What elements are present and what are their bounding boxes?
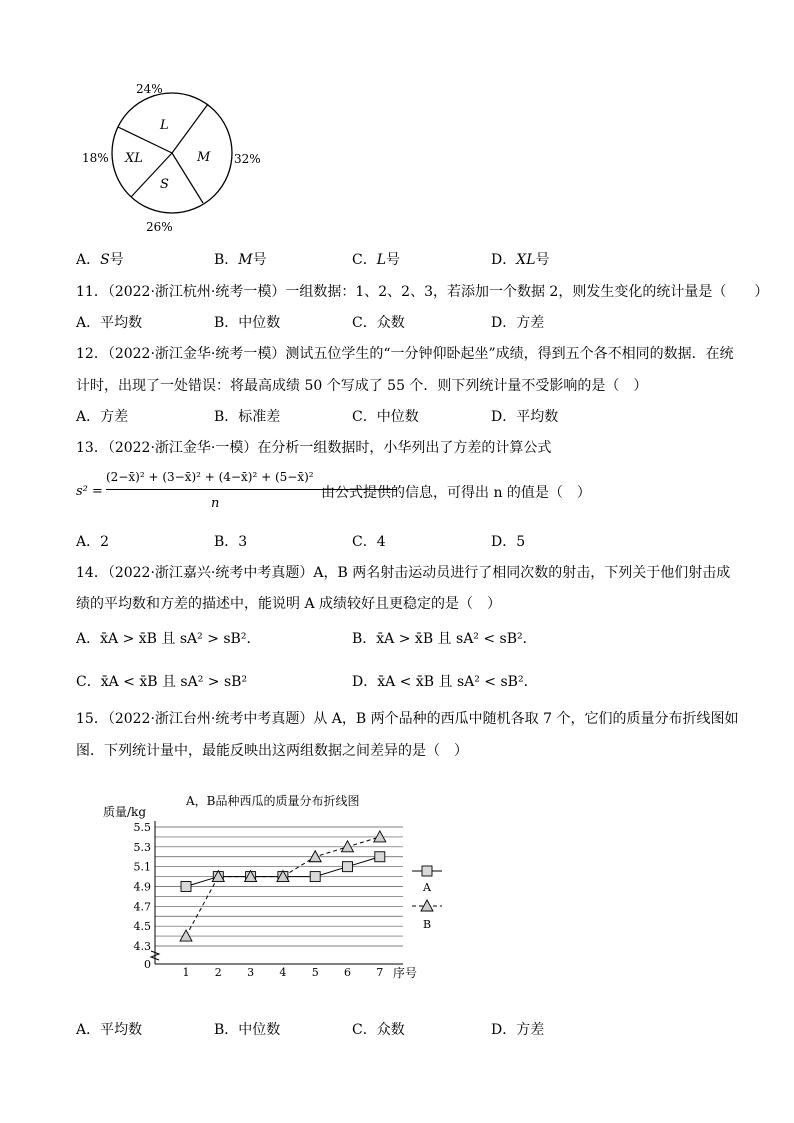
series-B-point <box>180 930 192 941</box>
chart-grid <box>151 821 403 964</box>
q14-option-b[interactable]: B．x̄A > x̄B 且 sA² < sB²． <box>352 631 537 647</box>
pie-pct-l: 24% <box>136 82 163 96</box>
axis-break <box>151 951 159 960</box>
pie-label-l: L <box>160 118 169 133</box>
series-A-point <box>343 862 353 872</box>
pie-divider-l-m <box>172 104 208 153</box>
q10-option-b[interactable]: B．M号 <box>214 252 267 268</box>
q14-stem-line2: 绩的平均数和方差的描述中，能说明 A 成绩较好且更稳定的是（ ） <box>76 596 502 612</box>
q12-option-b[interactable]: B．标准差 <box>214 409 281 425</box>
x-tick-label: 6 <box>344 966 351 979</box>
x-tick-label: 2 <box>214 966 222 979</box>
y-tick-label: 4.9 <box>133 880 151 894</box>
q14-option-a[interactable]: A．x̄A > x̄B 且 sA² > sB²． <box>76 631 261 647</box>
q10-option-a[interactable]: A．S号 <box>76 252 124 268</box>
line-chart <box>95 785 455 985</box>
chart-xlabel: 序号 <box>393 966 418 980</box>
legend-a-marker <box>422 866 432 876</box>
y-tick-label: 4.5 <box>133 920 151 934</box>
q15-option-c[interactable]: C．众数 <box>352 1022 405 1038</box>
q15-stem-line2: 图．下列统计量中，最能反映出这两组数据之间差异的是（ ） <box>76 743 468 759</box>
series-B-point <box>374 831 386 842</box>
x-tick-label: 3 <box>247 966 255 979</box>
x-tick-label: 4 <box>279 966 287 979</box>
q12-option-c[interactable]: C．中位数 <box>352 409 419 425</box>
q12-stem-line1: 12．（2022·浙江金华·统考一模）测试五位学生的“一分钟仰卧起坐”成绩，得到五个各不相同的数据．在统 <box>76 346 734 362</box>
x-tick-label: 7 <box>376 966 384 979</box>
pie-label-s: S <box>160 177 169 192</box>
series-A-point <box>181 882 191 892</box>
q12-stem-line2: 计时，出现了一处错误：将最高成绩 50 个写成了 55 个．则下列统计量不受影响的是（ ） <box>76 378 648 394</box>
q12-option-a[interactable]: A．方差 <box>76 409 129 425</box>
q15-option-d[interactable]: D．方差 <box>491 1022 545 1038</box>
y-tick-label: 5.5 <box>133 821 151 834</box>
series-B-point <box>342 841 354 852</box>
chart-series <box>180 831 386 941</box>
q10-option-c[interactable]: C．L号 <box>352 252 401 268</box>
pie-label-m: M <box>197 150 211 165</box>
q12-option-d[interactable]: D．平均数 <box>491 409 559 425</box>
q13-option-a[interactable]: A．2 <box>76 534 110 550</box>
x-tick-label: 5 <box>311 966 319 979</box>
series-A-point <box>310 872 320 882</box>
pie-label-xl: XL <box>125 151 143 166</box>
q14-option-d[interactable]: D．x̄A < x̄B 且 sA² < sB²． <box>352 674 538 690</box>
q13-option-c[interactable]: C．4 <box>352 534 386 550</box>
q14-option-c[interactable]: C．x̄A < x̄B 且 sA² > sB² <box>76 674 248 690</box>
pie-chart <box>70 75 270 240</box>
q11-option-d[interactable]: D．方差 <box>491 315 545 331</box>
q11-stem: 11．（2022·浙江杭州·统考一模）一组数据：1、2、2、3，若添加一个数据 2，则发生变化的统计量是（ ） <box>76 284 769 300</box>
formula-numerator: (2−x̄)² + (3−x̄)² + (4−x̄)² + (5−x̄)² <box>106 470 314 484</box>
pie-pct-xl: 18% <box>82 151 109 165</box>
q13-option-d[interactable]: D．5 <box>491 534 526 550</box>
formula-lhs: s² = <box>76 484 103 499</box>
series-B-point <box>309 851 321 862</box>
y-tick-label: 4.7 <box>133 900 151 914</box>
series-A-point <box>375 852 385 862</box>
chart-title: A，B品种西瓜的质量分布折线图 <box>186 794 360 808</box>
y-tick-label: 0 <box>144 958 151 971</box>
q13-stem: 13．（2022·浙江金华·一模）在分析一组数据时，小华列出了方差的计算公式 <box>76 440 552 456</box>
formula-tail: 由公式提供的信息，可得出 n 的值是（ ） <box>321 485 591 501</box>
y-tick-label: 5.3 <box>133 840 151 854</box>
q14-stem-line1: 14．（2022·浙江嘉兴·统考中考真题）A，B 两名射击运动员进行了相同次数的射击，下列关于他们射击成 <box>76 565 731 581</box>
formula-denominator: n <box>211 496 220 511</box>
chart-legend <box>412 866 442 931</box>
q15-option-b[interactable]: B．中位数 <box>214 1022 281 1038</box>
y-tick-label: 4.3 <box>133 940 151 953</box>
q13-option-b[interactable]: B．3 <box>214 534 248 550</box>
pie-pct-s: 26% <box>146 220 173 234</box>
q11-option-b[interactable]: B．中位数 <box>214 315 281 331</box>
q11-option-c[interactable]: C．众数 <box>352 315 405 331</box>
chart-ylabel: 质量/kg <box>103 805 146 819</box>
x-tick-label: 1 <box>182 966 190 979</box>
q15-stem-line1: 15．（2022·浙江台州·统考中考真题）从 A，B 两个品种的西瓜中随机各取 7 个，它们的质量分布折线图如 <box>76 711 739 727</box>
y-tick-label: 5.1 <box>133 860 151 874</box>
legend-b-label: B <box>423 918 432 931</box>
legend-a-label: A <box>423 881 431 894</box>
pie-pct-m: 32% <box>234 152 261 166</box>
q11-option-a[interactable]: A．平均数 <box>76 315 143 331</box>
q15-option-a[interactable]: A．平均数 <box>76 1022 143 1038</box>
q10-option-d[interactable]: D．XL号 <box>491 252 550 268</box>
